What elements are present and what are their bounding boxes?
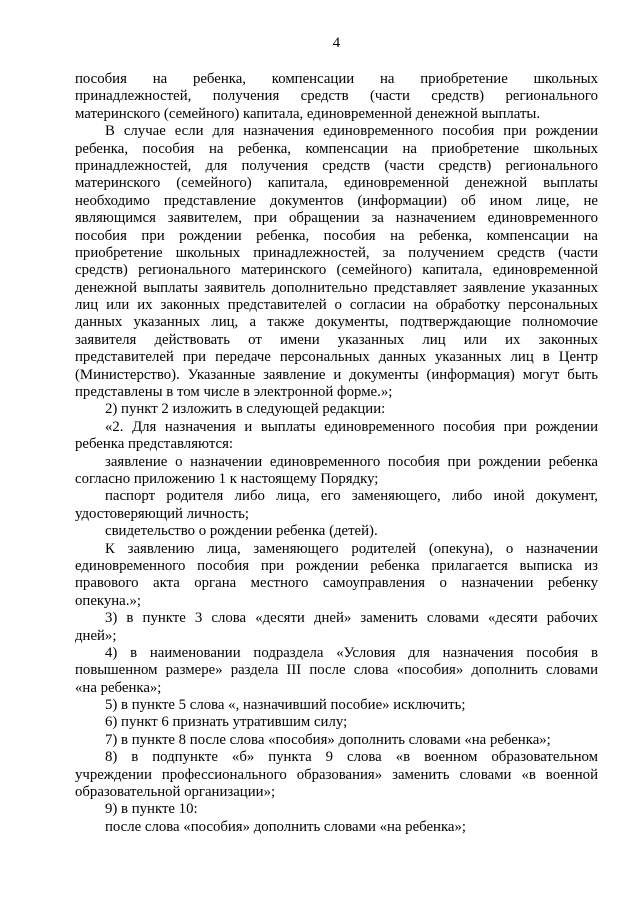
page-number: 4 [332, 35, 341, 51]
text-line: после слова «пособия» дополнить словами «на ребенка»; [105, 818, 466, 835]
text-line: заявителя действовать от имени указанных лиц или их законных [75, 331, 598, 348]
text-line: средств) регионального материнского (семейного) капитала, единовременной [75, 262, 598, 279]
text-line: являющимся заявителем, при обращении за назначением единовременного [75, 210, 598, 227]
text-line: ребенка представляются: [75, 436, 233, 453]
paragraph [75, 732, 598, 749]
text-line: повышенном размере» раздела III после слова «пособия» дополнить словами [75, 662, 598, 679]
paragraph [75, 419, 598, 454]
text-line: необходимо представление документов (информации) об ином лице, не [75, 192, 598, 209]
text-line: представителей при передаче персональных данных указанных лиц в Центр [75, 349, 598, 366]
text-line: денежной выплаты заявитель дополнительно представляет заявление указанных [75, 279, 598, 296]
text-line: (Министерство). Указанные заявление и документы (информация) могут быть [75, 366, 598, 383]
text-line: удостоверяющий личность; [75, 505, 249, 522]
text-line: принадлежностей, получения средств (части средств) регионального [75, 88, 598, 105]
text-line: свидетельство о рождении ребенка (детей). [105, 523, 378, 540]
text-line: паспорт родителя либо лица, его заменяющего, либо иной документ, [105, 488, 598, 505]
paragraph [75, 801, 598, 818]
text-line: данных указанных лиц, а также документы, подтверждающие полномочие [75, 314, 598, 331]
text-line: лиц или их законных представителей о согласии на обработку персональных [75, 297, 598, 314]
paragraph [75, 523, 598, 540]
text-line: 6) пункт 6 признать утратившим силу; [105, 714, 348, 731]
paragraph [75, 697, 598, 714]
text-line: 3) в пункте 3 слова «десяти дней» заменить словами «десяти рабочих [105, 610, 598, 627]
text-line: «2. Для назначения и выплаты единовременного пособия при рождении [105, 418, 598, 435]
text-line: 8) в подпункте «б» пункта 9 слова «в военном образовательном [105, 749, 598, 766]
text-line: материнского (семейного) капитала, единовременной денежной выплаты [75, 175, 598, 192]
text-line: пособия при рождении ребенка, пособия на ребенка, компенсации на [75, 227, 598, 244]
text-line: согласно приложению 1 к настоящему Порядку; [75, 470, 379, 487]
text-line: дней»; [75, 627, 117, 644]
paragraph [75, 488, 598, 523]
text-line: образовательной организации»; [75, 784, 276, 801]
text-line: правового акта органа местного самоуправления о назначении ребенку [75, 575, 598, 592]
text-line: 7) в пункте 8 после слова «пособия» дополнить словами «на ребенка»; [105, 731, 551, 748]
text-line: единовременного пособия при рождении ребенка прилагается выписка из [75, 557, 598, 574]
text-line: «на ребенка»; [75, 679, 162, 696]
text-line: опекуна.»; [75, 592, 141, 609]
text-line: ребенка, пособия на ребенка, компенсации на приобретение школьных [75, 140, 598, 157]
paragraph [75, 610, 598, 645]
text-line: материнского (семейного) капитала, единовременной денежной выплаты. [75, 105, 541, 122]
paragraph [75, 749, 598, 801]
text-line: заявление о назначении единовременного пособия при рождении ребенка [105, 453, 598, 470]
text-line: К заявлению лица, заменяющего родителей (опекуна), о назначении [105, 540, 598, 557]
paragraph [75, 401, 598, 418]
document-body [75, 71, 598, 836]
paragraph [75, 714, 598, 731]
text-line: учреждении профессионального образования» заменить словами «в военной [75, 766, 598, 783]
paragraph [75, 71, 598, 123]
text-line: 4) в наименовании подраздела «Условия для назначения пособия в [105, 644, 598, 661]
text-line: В случае если для назначения единовременного пособия при рождении [105, 123, 598, 140]
text-line: 5) в пункте 5 слова «, назначивший пособие» исключить; [105, 697, 466, 714]
text-line: принадлежностей, для получения средств (части средств) регионального [75, 157, 598, 174]
text-line: приобретение школьных принадлежностей, за получением средств (части [75, 244, 598, 261]
text-line: 9) в пункте 10: [105, 801, 198, 818]
paragraph [75, 819, 598, 836]
paragraph [75, 454, 598, 489]
text-line: 2) пункт 2 изложить в следующей редакции: [105, 401, 386, 418]
paragraph [75, 541, 598, 611]
text-line: пособия на ребенка, компенсации на приобретение школьных [75, 71, 598, 87]
text-line: представлены в том числе в электронной форме.»; [75, 384, 393, 401]
paragraph [75, 645, 598, 697]
paragraph [75, 123, 598, 401]
